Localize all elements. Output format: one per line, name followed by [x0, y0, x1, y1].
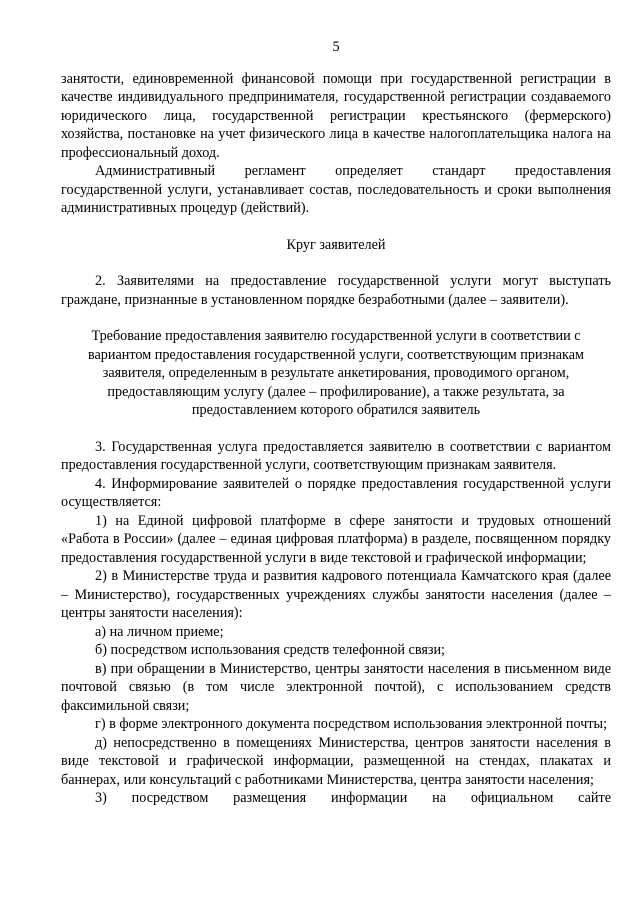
document-page — [61, 38, 611, 808]
paragraph-regulation-scope: Административный регламент определяет стандарт предоставления государственной услуги, устанавливает состав, последовательность и сроки выполнения административных процедур (действий). — [61, 163, 611, 216]
list-item-3: 3) посредством размещения информации на официальном сайте — [95, 790, 611, 806]
paragraph-2: 2. Заявителями на предоставление государственной услуги могут выступать граждане, признанные в установленном порядке безработными (далее – заявители). — [61, 273, 611, 308]
list-item-g: г) в форме электронного документа посредством использования электронной почты; — [95, 716, 608, 732]
list-item-v: в) при обращении в Министерство, центры занятости населения в письменном виде почтовой связью (в том числе электронной почтой), с использованием средств факсимильной связи; — [61, 660, 611, 714]
paragraph-4: 4. Информирование заявителей о порядке предоставления государственной услуги осуществляется: — [61, 475, 611, 510]
list-item-2: 2) в Министерстве труда и развития кадрового потенциала Камчатского края (далее – Министерство), государственных учреждениях службы занятости населения (далее – центры занятости населения): — [61, 568, 611, 621]
list-item-b: б) посредством использования средств телефонной связи; — [95, 642, 446, 658]
paragraph-continuation: занятости, единовременной финансовой помощи при государственной регистрации в качестве индивидуального предпринимателя, государственной регистрации создаваемого юридического лица, государственной регистрации крестьянского (фермерского) хозяйства, постановке на учет физического лица в качестве налогоплательщика налога на профессиональный доход. — [61, 70, 611, 161]
section-heading-requirement: Требование предоставления заявителю государственной услуги в соответствии с вариантом предоставления государственной услуги, соответствующим признакам заявителя, определенным в результате анкетирования, проводимого органом, предоставляющим услугу (далее – профилирование), а также результата, за предоставлением которого обратился заявитель — [87, 328, 584, 418]
section-heading-applicants: Круг заявителей — [286, 236, 386, 253]
list-item-1: 1) на Единой цифровой платформе в сфере занятости и трудовых отношений «Работа в России» (далее – единая цифровая платформа) в разделе, посвященном порядку предоставления государственной услуги в виде текстовой и графической информации; — [61, 512, 611, 566]
list-item-a: а) на личном приеме; — [95, 623, 224, 640]
paragraph-3: 3. Государственная услуга предоставляется заявителю в соответствии с вариантом предоставления государственной услуги, соответствующим признакам заявителя. — [61, 438, 611, 473]
list-item-d: д) непосредственно в помещениях Министерства, центров занятости населения в виде текстовой и графической информации, размещенной на стендах, плакатах и баннерах, или консультаций с работниками Министерства, центра занятости населения; — [61, 734, 611, 788]
page-number: 5 — [332, 39, 340, 55]
